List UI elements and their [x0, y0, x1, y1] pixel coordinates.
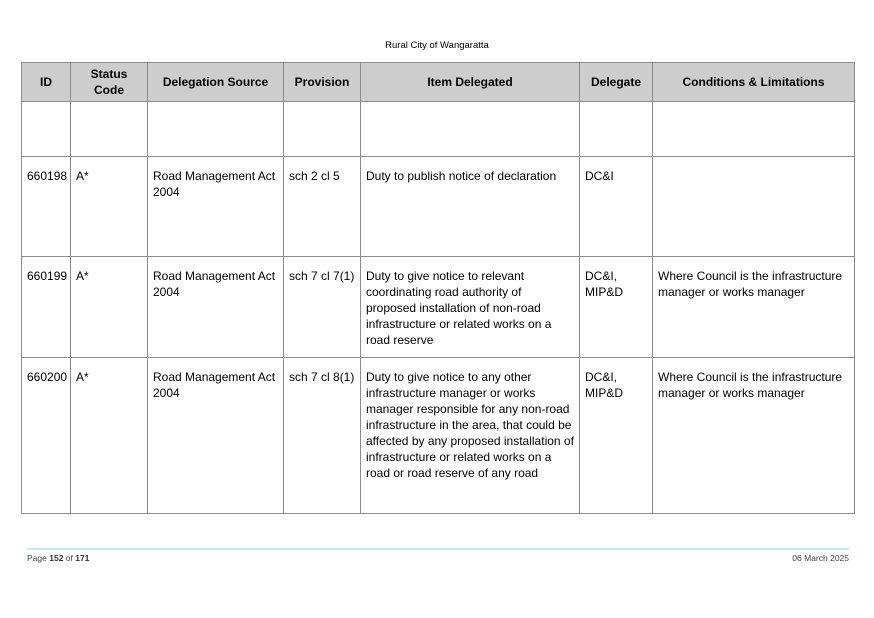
column-header-id: ID [22, 63, 71, 102]
cell-delegation-source: Road Management Act 2004 [148, 257, 284, 358]
footer-divider [27, 548, 849, 550]
table-cell [580, 102, 653, 157]
cell-delegate: DC&I, MIP&D [580, 257, 653, 358]
table-cell [284, 102, 361, 157]
cell-delegate: DC&I, MIP&D [580, 358, 653, 514]
cell-status-code: A* [71, 257, 148, 358]
cell-item-delegated: Duty to give notice to any other infrastructure manager or works manager responsible for any non-road infrastructure in the area, that could be affected by any proposed installation of infrastructure or related works on a road or road reserve of any road [361, 358, 580, 514]
table-row [22, 257, 855, 358]
cell-item-delegated: Duty to publish notice of declaration [361, 157, 580, 257]
column-header-status-code: Status Code [71, 63, 148, 102]
cell-status-code: A* [71, 157, 148, 257]
table-header-row [22, 63, 855, 102]
column-header-conditions: Conditions & Limitations [653, 63, 855, 102]
table-row [22, 157, 855, 257]
cell-id: 660198 [22, 157, 71, 257]
cell-delegation-source: Road Management Act 2004 [148, 358, 284, 514]
cell-status-code: A* [71, 358, 148, 514]
table-cell [653, 102, 855, 157]
table-cell [71, 102, 148, 157]
cell-id: 660199 [22, 257, 71, 358]
cell-provision: sch 2 cl 5 [284, 157, 361, 257]
page-prefix: Page [27, 553, 47, 563]
column-header-item-delegated: Item Delegated [361, 63, 580, 102]
cell-conditions [653, 157, 855, 257]
column-header-delegation-source: Delegation Source [148, 63, 284, 102]
cell-conditions: Where Council is the infrastructure manager or works manager [653, 358, 855, 514]
table-row-blank [22, 102, 855, 157]
table-row [22, 358, 855, 514]
document-date: 06 March 2025 [792, 553, 849, 563]
cell-provision: sch 7 cl 7(1) [284, 257, 361, 358]
table-cell [148, 102, 284, 157]
page-number [27, 553, 89, 563]
cell-conditions: Where Council is the infrastructure manager or works manager [653, 257, 855, 358]
cell-delegate: DC&I [580, 157, 653, 257]
delegation-table [21, 62, 855, 514]
page-current: 152 [49, 553, 64, 563]
cell-id: 660200 [22, 358, 71, 514]
cell-item-delegated: Duty to give notice to relevant coordinating road authority of proposed installation of non-road infrastructure or related works on a road reserve [361, 257, 580, 358]
cell-delegation-source: Road Management Act 2004 [148, 157, 284, 257]
table-cell [361, 102, 580, 157]
document-header: Rural City of Wangaratta [385, 40, 489, 51]
column-header-provision: Provision [284, 63, 361, 102]
cell-provision: sch 7 cl 8(1) [284, 358, 361, 514]
column-header-delegate: Delegate [580, 63, 653, 102]
table-cell [22, 102, 71, 157]
page-total: 171 [75, 553, 90, 563]
page-of: of [65, 553, 73, 563]
